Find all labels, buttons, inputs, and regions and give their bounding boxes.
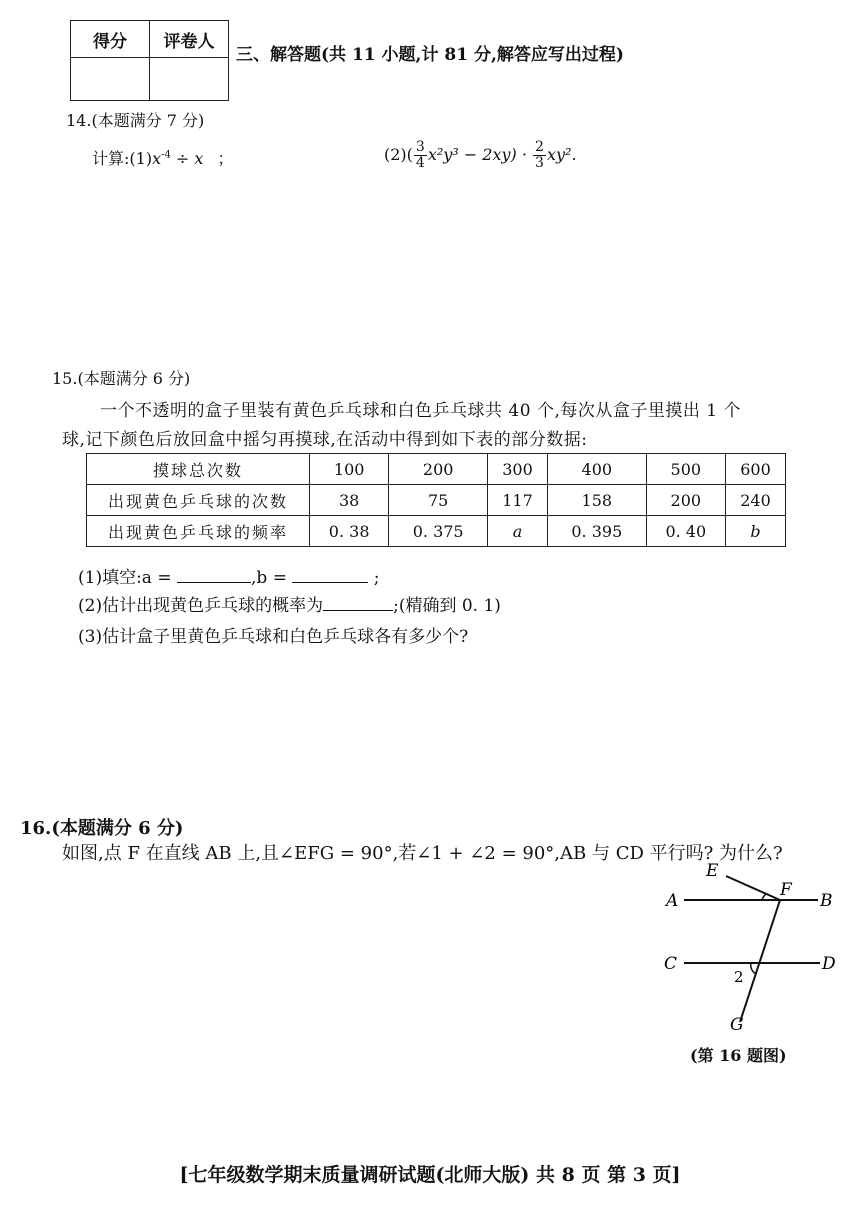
table-cell: 0. 40 [646, 516, 725, 547]
q14-p2-lead: (2)( [384, 145, 413, 164]
label-b: B [820, 891, 833, 911]
line-ef [726, 876, 780, 900]
table-cell: 摸球总次数 [87, 454, 310, 485]
label-c: C [664, 954, 678, 974]
q14-frac2-num: 2 [535, 139, 544, 155]
q15-sub2 [78, 591, 501, 616]
score-cell [71, 58, 150, 101]
table-cell: 200 [389, 454, 488, 485]
table-cell: 240 [725, 485, 785, 516]
table-cell: 出现黄色乒乓球的频率 [87, 516, 310, 547]
table-cell: 75 [389, 485, 488, 516]
q14-p2-term2: xy². [546, 145, 577, 164]
geometry-figure [650, 862, 850, 1038]
table-cell: 300 [488, 454, 548, 485]
q16-text: 如图,点 F 在直线 AB 上,且∠EFG = 90°,若∠1 + ∠2 = 90°,AB 与 CD 平行吗? 为什么? [62, 843, 783, 864]
answer-blank-a[interactable] [177, 582, 251, 583]
table-row [87, 485, 786, 516]
table-cell: 600 [725, 454, 785, 485]
q14-title: 14.(本题满分 7 分) [66, 111, 205, 130]
q15-sub3: (3)估计盒子里黄色乒乓球和白色乒乓球各有多少个? [78, 627, 469, 647]
label-d: D [822, 954, 836, 974]
table-cell: 0. 395 [547, 516, 646, 547]
q14-part1 [92, 146, 233, 169]
section-title: 三、解答题(共 11 小题,计 81 分,解答应写出过程) [236, 45, 624, 65]
label-a: A [666, 891, 679, 911]
q14-frac2-den: 3 [535, 155, 544, 171]
table-row [87, 454, 786, 485]
grader-header: 评卷人 [150, 21, 229, 58]
table-cell: 100 [310, 454, 389, 485]
q15-sub1-a: (1)填空:a = [78, 568, 172, 588]
table-cell: 200 [646, 485, 725, 516]
q14-frac1-den: 4 [415, 155, 425, 171]
frequency-table [86, 453, 786, 547]
table-row [87, 516, 786, 547]
q14-p2-rest: − 2xy) · [458, 145, 533, 164]
figure-caption: (第 16 题图) [690, 1046, 787, 1065]
q15-line2: 球,记下颜色后放回盒中摇匀再摸球,在活动中得到如下表的部分数据: [62, 430, 588, 450]
q15-sub1 [78, 563, 379, 588]
score-header: 得分 [71, 21, 150, 58]
page-footer: [七年级数学期末质量调研试题(北师大版) 共 8 页 第 3 页] [179, 1164, 681, 1186]
table-cell: a [488, 516, 548, 547]
label-e: E [706, 862, 719, 881]
q15-line1: 一个不透明的盒子里装有黄色乒乓球和白色乒乓球共 40 个,每次从盒子里摸出 1 个 [100, 401, 741, 421]
answer-blank-b[interactable] [292, 582, 368, 583]
q15-title: 15.(本题满分 6 分) [52, 369, 191, 388]
score-table [70, 20, 229, 101]
q14-p1-op: ÷ x [170, 149, 204, 168]
table-cell: 400 [547, 454, 646, 485]
q14-part2 [384, 140, 577, 171]
q15-sub1-end: ; [373, 568, 380, 588]
label-f: F [780, 880, 792, 900]
angle2-arc [751, 963, 756, 974]
q14-p1-base: x [152, 149, 162, 168]
grader-cell [150, 58, 229, 101]
q14-p1-tail: ； [217, 149, 234, 168]
q14-lead: 计算:(1) [92, 149, 153, 168]
table-cell: 117 [488, 485, 548, 516]
table-cell: b [725, 516, 785, 547]
q14-p1-exp: -4 [161, 149, 171, 161]
q15-sub2-b: ;(精确到 0. 1) [393, 596, 501, 616]
q14-frac2 [533, 140, 546, 171]
label-g: G [730, 1015, 744, 1035]
table-cell: 0. 38 [310, 516, 389, 547]
table-cell: 出现黄色乒乓球的次数 [87, 485, 310, 516]
label-angle2: 2 [734, 968, 744, 986]
q14-frac1-num: 3 [415, 139, 425, 155]
table-cell: 38 [310, 485, 389, 516]
answer-blank-probability[interactable] [323, 610, 393, 611]
q14-p2-term1: x²y³ [427, 145, 459, 164]
line-fg [740, 900, 780, 1022]
table-cell: 0. 375 [389, 516, 488, 547]
q16-title: 16.(本题满分 6 分) [20, 818, 184, 839]
table-cell: 158 [547, 485, 646, 516]
q15-sub2-a: (2)估计出现黄色乒乓球的概率为 [78, 596, 324, 616]
table-cell: 500 [646, 454, 725, 485]
q15-sub1-b: ,b = [251, 568, 287, 588]
q14-frac1 [414, 140, 427, 171]
